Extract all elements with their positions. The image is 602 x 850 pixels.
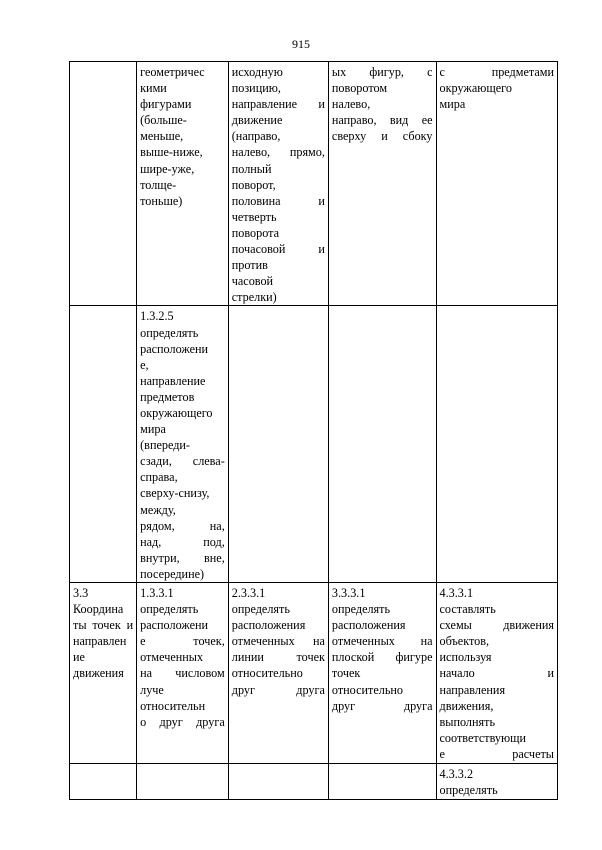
cell-line: соответствующи — [439, 730, 527, 745]
cell-line: мира — [439, 97, 466, 112]
curriculum-table — [69, 61, 558, 800]
cell-line: расположени — [140, 341, 209, 356]
cell-line: направление и — [231, 97, 325, 112]
table-cell — [436, 62, 557, 306]
table-row — [70, 62, 558, 306]
cell-line: относительно — [231, 666, 303, 681]
cell-line: стрелки) — [231, 290, 277, 305]
cell-line: 1.3.3.1 — [140, 586, 174, 600]
cell-line: четверть — [231, 209, 277, 224]
cell-line: 4.3.3.2 — [439, 767, 474, 781]
table-cell — [137, 306, 229, 583]
cell-line: исходную — [231, 65, 283, 79]
cell-line: половина и — [231, 193, 325, 208]
cell-line: е расчеты — [439, 746, 554, 761]
cell-line: поворот, — [231, 177, 276, 192]
table-cell — [228, 306, 328, 583]
cell-line: тоньше) — [140, 193, 183, 208]
cell-line: схемы движения — [439, 618, 554, 633]
cell-line: сверху-снизу, — [140, 486, 210, 501]
cell-line: меньше, — [140, 129, 184, 144]
cell-line: точек — [331, 666, 361, 681]
cell-line: выполнять — [439, 714, 496, 729]
cell-line: поворотом — [331, 81, 388, 96]
cell-line: относительно — [331, 682, 404, 697]
table-cell — [70, 306, 137, 583]
cell-line: направления — [439, 682, 506, 697]
cell-line: сверху и сбоку — [331, 129, 433, 144]
table-cell — [328, 764, 436, 800]
cell-line: друг друга — [331, 698, 433, 713]
table-cell — [328, 306, 436, 583]
table-cell — [70, 764, 137, 800]
cell-line: отмеченных — [140, 650, 204, 665]
cell-line: позицию, — [231, 81, 281, 96]
cell-line: используя — [439, 650, 492, 665]
cell-line: посередине) — [140, 566, 205, 581]
cell-line: определять — [439, 783, 498, 798]
table-cell — [228, 62, 328, 306]
table-row — [70, 583, 558, 764]
cell-line: направлен — [73, 634, 127, 649]
cell-line: справа, — [140, 470, 178, 485]
table-row — [70, 764, 558, 800]
cell-line: почасовой и — [231, 242, 325, 257]
table-cell — [137, 62, 229, 306]
cell-line: ие — [73, 650, 85, 665]
cell-line: ты точек и — [73, 618, 134, 633]
cell-line: (больше- — [140, 113, 187, 128]
cell-line: движения — [73, 666, 124, 681]
cell-line: направо, вид ее — [331, 113, 433, 128]
table-cell — [228, 764, 328, 800]
cell-line: 1.3.2.5 — [140, 309, 174, 324]
cell-line: окружающего — [140, 405, 213, 420]
table-cell — [436, 583, 557, 764]
cell-line: определять — [140, 325, 199, 340]
cell-line: ых фигур, с — [331, 65, 433, 79]
cell-line: отмеченных на — [231, 634, 325, 649]
cell-line: фигурами — [140, 97, 192, 112]
cell-line: рядом, на, — [140, 518, 225, 533]
cell-line: объектов, — [439, 634, 490, 649]
cell-line: Координа — [73, 602, 124, 617]
cell-line: предметов — [140, 389, 195, 404]
cell-line: движение — [231, 113, 283, 128]
cell-line: 2.3.3.1 — [231, 586, 266, 600]
table-cell — [328, 62, 436, 306]
cell-line: линии точек — [231, 650, 325, 665]
table-cell — [436, 764, 557, 800]
table-cell — [436, 306, 557, 583]
cell-line: плоской фигуре — [331, 650, 433, 665]
cell-line: толще- — [140, 177, 177, 192]
table-cell — [70, 62, 137, 306]
cell-line: расположения — [231, 618, 306, 633]
cell-line: направление — [140, 373, 206, 388]
cell-line: составлять — [439, 602, 496, 617]
cell-line: движения, — [439, 698, 494, 713]
cell-line: шире-уже, — [140, 161, 195, 176]
cell-line: определять — [231, 602, 290, 617]
cell-line: определять — [140, 602, 199, 617]
cell-line: мира — [140, 422, 166, 437]
cell-line: налево, — [331, 97, 371, 112]
table-cell — [137, 583, 229, 764]
cell-line: отмеченных на — [331, 634, 433, 649]
cell-line: относительн — [140, 698, 206, 713]
cell-line: 3.3 — [73, 586, 89, 600]
cell-line: друг друга — [231, 682, 325, 697]
page-number: 915 — [292, 37, 310, 51]
cell-line: полный — [231, 161, 272, 176]
cell-line: сзади, слева- — [140, 454, 225, 469]
cell-line: 4.3.3.1 — [439, 586, 474, 600]
cell-line: над, под, — [140, 534, 225, 549]
cell-line: между, — [140, 502, 176, 517]
cell-line: окружающего — [439, 81, 512, 96]
cell-line: выше-ниже, — [140, 145, 203, 160]
cell-line: (впереди- — [140, 438, 190, 453]
cell-line: поворота — [231, 225, 280, 240]
cell-line: луче — [140, 682, 164, 697]
cell-line: налево, прямо, — [231, 145, 325, 160]
table-row — [70, 306, 558, 583]
table-cell — [228, 583, 328, 764]
cell-line: определять — [331, 602, 391, 617]
cell-line: 3.3.3.1 — [331, 586, 366, 600]
cell-line: на числовом — [140, 666, 225, 681]
cell-line: против — [231, 258, 268, 273]
cell-line: кими — [140, 81, 167, 96]
cell-line: расположения — [331, 618, 406, 633]
cell-line: е, — [140, 357, 149, 372]
cell-line: часовой — [231, 274, 274, 289]
cell-line: внутри, вне, — [140, 550, 225, 565]
cell-line: геометричес — [140, 65, 205, 79]
table-cell — [70, 583, 137, 764]
table-cell — [137, 764, 229, 800]
cell-line: о друг друга — [140, 714, 225, 729]
cell-line: (направо, — [231, 129, 281, 144]
cell-line: е точек, — [140, 634, 225, 649]
table-cell — [328, 583, 436, 764]
cell-line: расположени — [140, 618, 209, 633]
cell-line: начало и — [439, 666, 554, 681]
cell-line: с предметами — [439, 65, 554, 79]
